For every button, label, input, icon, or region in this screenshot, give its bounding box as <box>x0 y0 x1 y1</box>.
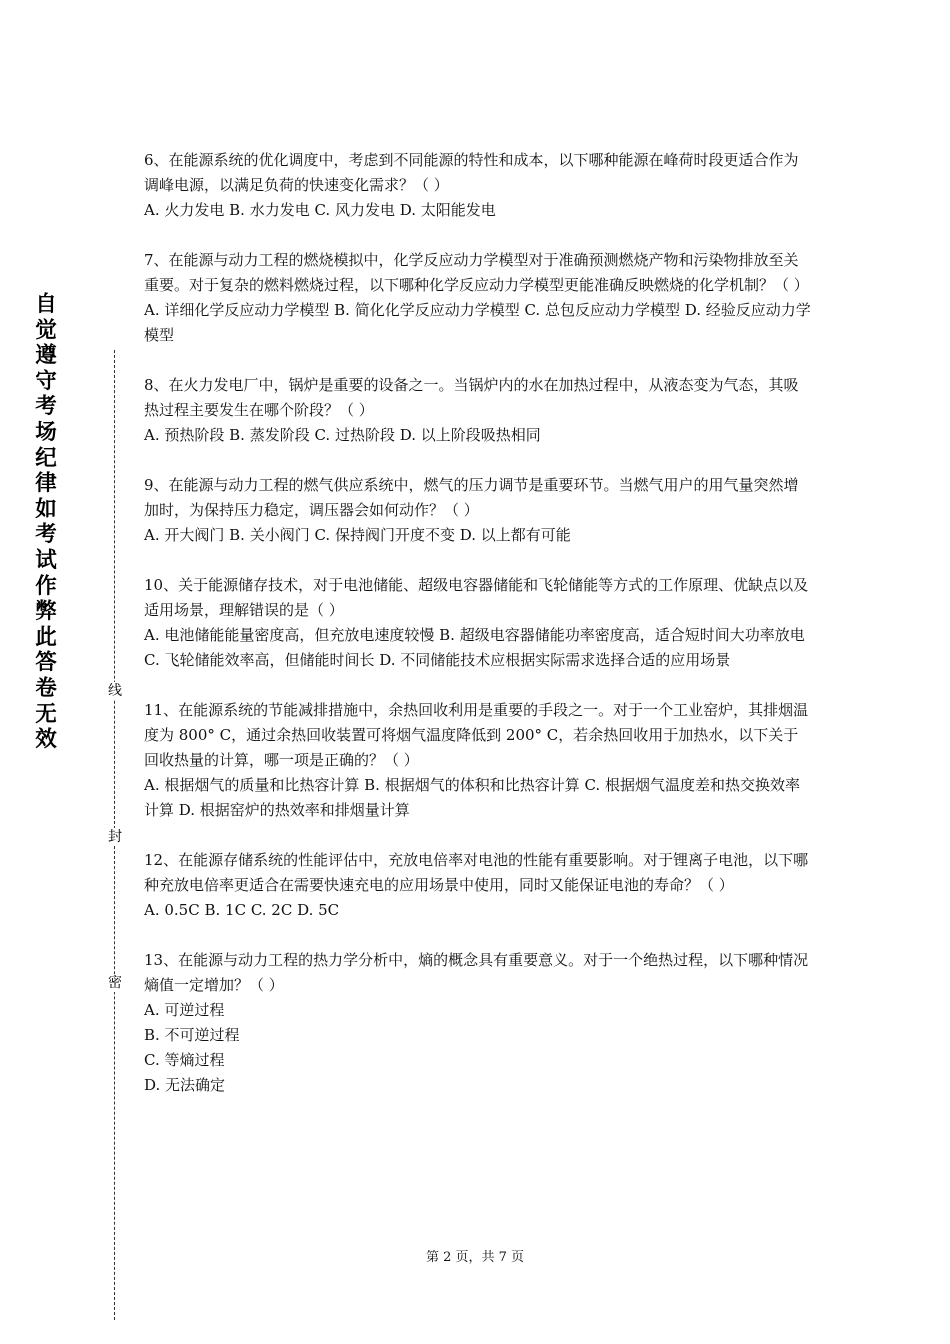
option-d: D. 无法确定 <box>144 1076 226 1094</box>
question-stem: 6、在能源系统的优化调度中，考虑到不同能源的特性和成本，以下哪种能源在峰荷时段更适合作为调峰电源，以满足负荷的快速变化需求？（ ） <box>144 151 799 194</box>
option-b: B. 不可逆过程 <box>144 1026 240 1044</box>
question-8 <box>144 373 812 448</box>
question-stem: 10、关于能源储存技术，对于电池储能、超级电容器储能和飞轮储能等方式的工作原理、优缺点以及适用场景，理解错误的是（ ） <box>144 576 809 619</box>
question-options: A. 电池储能能量密度高，但充放电速度较慢 B. 超级电容器储能功率密度高，适合短时间大功率放电 C. 飞轮储能效率高，但储能时间长 D. 不同储能技术应根据实际需求选择合适的应用场景 <box>144 626 805 669</box>
question-6 <box>144 148 812 223</box>
question-stem: 9、在能源与动力工程的燃气供应系统中，燃气的压力调节是重要环节。当燃气用户的用气量突然增加时，为保持压力稳定，调压器会如何动作？（ ） <box>144 476 799 519</box>
question-9 <box>144 473 812 548</box>
question-options: A. 预热阶段 B. 蒸发阶段 C. 过热阶段 D. 以上阶段吸热相同 <box>144 426 541 444</box>
question-stem: 11、在能源系统的节能减排措施中，余热回收利用是重要的手段之一。对于一个工业窑炉，其排烟温度为 800° C，通过余热回收装置可将烟气温度降低到 200° C，若余热回收用于加热水，以下关于回收热量的计算，哪一项是正确的？（ ） <box>144 701 809 769</box>
question-stem: 12、在能源存储系统的性能评估中，充放电倍率对电池的性能有重要影响。对于锂离子电池，以下哪种充放电倍率更适合在需要快速充电的应用场景中使用，同时又能保证电池的寿命？（ ） <box>144 851 809 894</box>
binding-mark-seal: 封 <box>104 828 126 846</box>
question-stem: 7、在能源与动力工程的燃烧模拟中，化学反应动力学模型对于准确预测燃烧产物和污染物排放至关重要。对于复杂的燃料燃烧过程，以下哪种化学反应动力学模型更能准确反映燃烧的化学机制？（ ） <box>144 251 809 294</box>
binding-line <box>104 350 126 1320</box>
question-12 <box>144 848 812 923</box>
binding-mark-secret: 密 <box>104 974 126 992</box>
page-number: 第 2 页，共 7 页 <box>425 1250 525 1265</box>
binding-mark-line: 线 <box>104 682 126 700</box>
question-13 <box>144 948 812 1098</box>
question-options: A. 开大阀门 B. 关小阀门 C. 保持阀门开度不变 D. 以上都有可能 <box>144 526 571 544</box>
question-options: A. 详细化学反应动力学模型 B. 简化化学反应动力学模型 C. 总包反应动力学模型 D. 经验反应动力学模型 <box>144 301 811 344</box>
question-list <box>144 148 812 1123</box>
option-c: C. 等熵过程 <box>144 1051 225 1069</box>
option-a: A. 可逆过程 <box>144 1001 225 1019</box>
exam-discipline-warning: 自觉遵守考场纪律如考试作弊此答卷无效 <box>35 292 57 753</box>
question-stem: 8、在火力发电厂中，锅炉是重要的设备之一。当锅炉内的水在加热过程中，从液态变为气态，其吸热过程主要发生在哪个阶段？（ ） <box>144 376 799 419</box>
question-options: A. 根据烟气的质量和比热容计算 B. 根据烟气的体积和比热容计算 C. 根据烟气温度差和热交换效率计算 D. 根据窑炉的热效率和排烟量计算 <box>144 776 800 819</box>
question-options: A. 火力发电 B. 水力发电 C. 风力发电 D. 太阳能发电 <box>144 201 496 219</box>
question-7 <box>144 248 812 348</box>
question-stem: 13、在能源与动力工程的热力学分析中，熵的概念具有重要意义。对于一个绝热过程，以下哪种情况熵值一定增加？（ ） <box>144 951 809 994</box>
question-options: A. 0.5C B. 1C C. 2C D. 5C <box>144 901 340 919</box>
question-11 <box>144 698 812 823</box>
question-10 <box>144 573 812 673</box>
